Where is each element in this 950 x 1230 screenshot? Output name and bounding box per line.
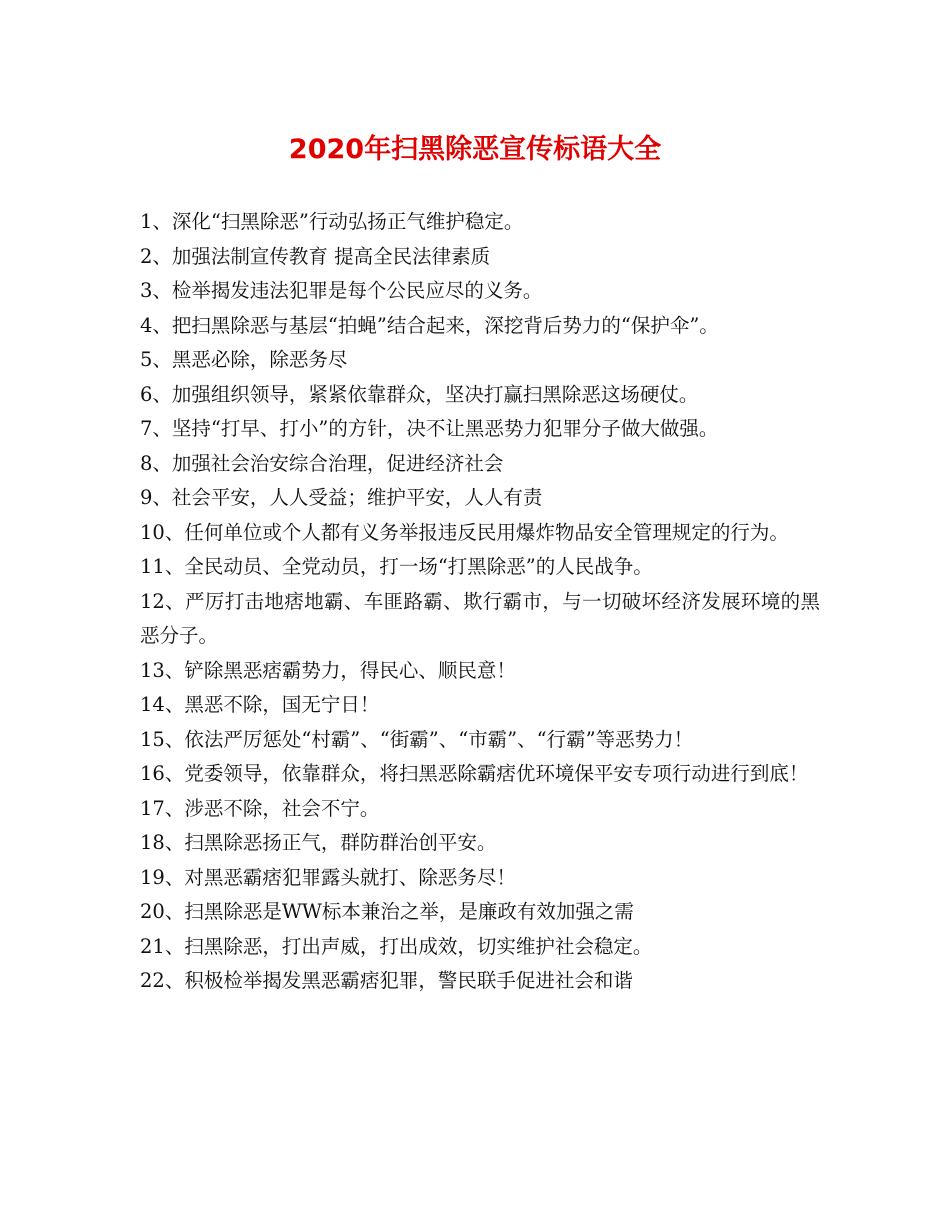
list-item: 2、加强法制宣传教育 提高全民法律素质 — [140, 244, 491, 268]
list-item: 12、严厉打击地痞地霸、车匪路霸、欺行霸市，与一切破坏经济发展环境的黑恶分子。 — [140, 589, 820, 647]
list-item: 1、深化“扫黑除恶”行动弘扬正气维护稳定。 — [140, 210, 524, 233]
list-item: 5、黑恶必除，除恶务尽 — [140, 348, 348, 371]
document-title: 2020年扫黑除恶宣传标语大全 — [288, 134, 662, 165]
list-item: 4、把扫黑除恶与基层“拍蝇”结合起来，深挖背后势力的“保护伞”。 — [140, 313, 719, 337]
list-item: 20、扫黑除恶是WW标本兼治之举，是廉政有效加强之需 — [140, 900, 634, 923]
list-item: 16、党委领导，依靠群众，将扫黑恶除霸痞优环境保平安专项行动进行到底！ — [140, 762, 809, 785]
list-item: 21、扫黑除恶，打出声威，打出成效，切实维护社会稳定。 — [140, 934, 653, 958]
list-item: 9、社会平安，人人受益；维护平安，人人有责 — [140, 486, 543, 509]
list-item: 14、黑恶不除，国无宁日！ — [140, 693, 380, 716]
list-item: 8、加强社会治安综合治理，促进经济社会 — [140, 451, 504, 475]
slogan-list — [140, 205, 820, 999]
list-item: 22、积极检举揭发黑恶霸痞犯罪，警民联手促进社会和谐 — [140, 969, 633, 992]
list-item: 11、全民动员、全党动员，打一场“打黑除恶”的人民战争。 — [140, 555, 653, 578]
list-item: 15、依法严厉惩处“村霸”、“街霸”、“市霸”、“行霸”等恶势力！ — [140, 727, 694, 751]
list-item: 13、铲除黑恶痞霸势力，得民心、顺民意！ — [140, 658, 516, 682]
list-item: 18、扫黑除恶扬正气，群防群治创平安。 — [140, 831, 497, 854]
list-item: 3、检举揭发违法犯罪是每个公民应尽的义务。 — [140, 279, 543, 302]
list-item: 10、任何单位或个人都有义务举报违反民用爆炸物品安全管理规定的行为。 — [140, 520, 789, 544]
list-item: 17、涉恶不除，社会不宁。 — [140, 796, 380, 820]
list-item: 7、坚持“打早、打小”的方针，决不让黑恶势力犯罪分子做大做强。 — [140, 417, 719, 440]
list-item: 6、加强组织领导，紧紧依靠群众，坚决打赢扫黑除恶这场硬仗。 — [140, 382, 699, 406]
list-item: 19、对黑恶霸痞犯罪露头就打、除恶务尽！ — [140, 865, 516, 889]
